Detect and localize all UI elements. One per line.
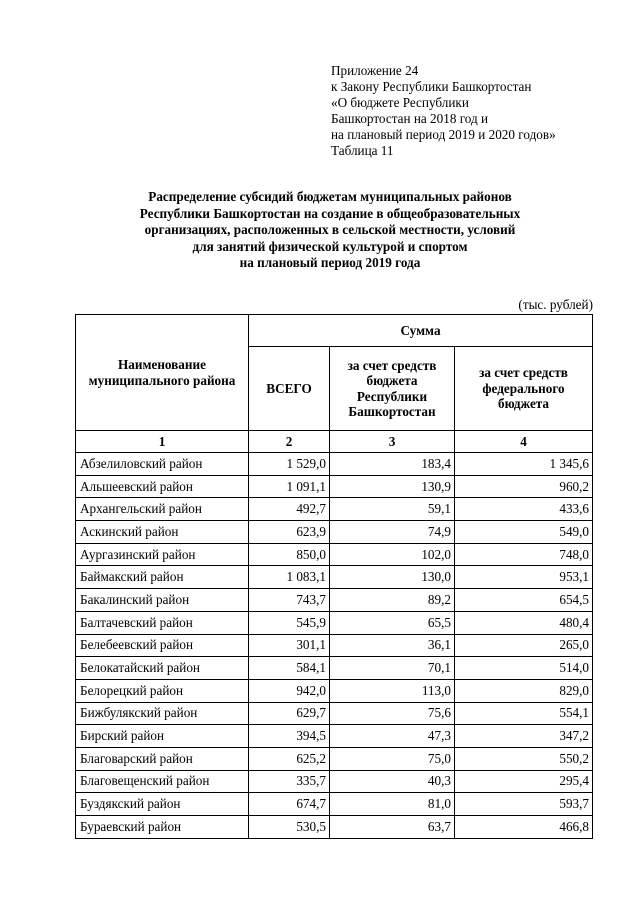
- regional-budget-cell: 65,5: [330, 611, 455, 634]
- district-name-cell: Аургазинский район: [76, 543, 249, 566]
- federal-budget-cell: 554,1: [455, 702, 593, 725]
- total-cell: 625,2: [249, 747, 330, 770]
- federal-budget-cell: 347,2: [455, 725, 593, 748]
- column-number: 4: [455, 431, 593, 453]
- federal-budget-cell: 593,7: [455, 793, 593, 816]
- appendix-block: [331, 63, 556, 159]
- table-row: [76, 543, 593, 566]
- header-sum: Сумма: [249, 315, 593, 347]
- table-row: [76, 453, 593, 476]
- total-cell: 335,7: [249, 770, 330, 793]
- table-row: [76, 657, 593, 680]
- regional-budget-cell: 183,4: [330, 453, 455, 476]
- total-cell: 584,1: [249, 657, 330, 680]
- total-cell: 743,7: [249, 589, 330, 612]
- table-row: [76, 725, 593, 748]
- total-cell: 1 529,0: [249, 453, 330, 476]
- table-row: [76, 498, 593, 521]
- regional-budget-cell: 130,9: [330, 475, 455, 498]
- regional-budget-cell: 59,1: [330, 498, 455, 521]
- table-row: [76, 793, 593, 816]
- district-name-cell: Бураевский район: [76, 816, 249, 839]
- regional-budget-cell: 47,3: [330, 725, 455, 748]
- district-name-cell: Белокатайский район: [76, 657, 249, 680]
- regional-budget-cell: 40,3: [330, 770, 455, 793]
- header-federal-budget: за счет средств федерального бюджета: [455, 347, 593, 431]
- regional-budget-cell: 36,1: [330, 634, 455, 657]
- total-cell: 1 083,1: [249, 566, 330, 589]
- regional-budget-cell: 113,0: [330, 679, 455, 702]
- table-row: [76, 566, 593, 589]
- table-body: [76, 453, 593, 839]
- table-row: [76, 589, 593, 612]
- appendix-line: «О бюджете Республики: [331, 95, 469, 110]
- district-name-cell: Белебеевский район: [76, 634, 249, 657]
- total-cell: 629,7: [249, 702, 330, 725]
- title-line: Республики Башкортостан на создание в общеобразовательных: [139, 205, 521, 221]
- district-name-cell: Бакалинский район: [76, 589, 249, 612]
- regional-budget-cell: 102,0: [330, 543, 455, 566]
- column-number: 1: [76, 431, 249, 453]
- units-label: (тыс. рублей): [518, 297, 593, 312]
- district-name-cell: Альшеевский район: [76, 475, 249, 498]
- table-row: [76, 611, 593, 634]
- regional-budget-cell: 75,0: [330, 747, 455, 770]
- table-row: [76, 475, 593, 498]
- table-row: [76, 816, 593, 839]
- federal-budget-cell: 265,0: [455, 634, 593, 657]
- district-name-cell: Балтачевский район: [76, 611, 249, 634]
- column-number: 2: [249, 431, 330, 453]
- header-district-name: Наименование муниципального района: [76, 315, 249, 431]
- total-cell: 545,9: [249, 611, 330, 634]
- federal-budget-cell: 514,0: [455, 657, 593, 680]
- federal-budget-cell: 654,5: [455, 589, 593, 612]
- title-line: на плановый период 2019 года: [239, 255, 421, 270]
- federal-budget-cell: 295,4: [455, 770, 593, 793]
- table-row: [76, 521, 593, 544]
- regional-budget-cell: 70,1: [330, 657, 455, 680]
- district-name-cell: Буздякский район: [76, 793, 249, 816]
- total-cell: 674,7: [249, 793, 330, 816]
- total-cell: 530,5: [249, 816, 330, 839]
- total-cell: 623,9: [249, 521, 330, 544]
- district-name-cell: Баймакский район: [76, 566, 249, 589]
- total-cell: 850,0: [249, 543, 330, 566]
- district-name-cell: Бижбулякский район: [76, 702, 249, 725]
- federal-budget-cell: 550,2: [455, 747, 593, 770]
- district-name-cell: Белорецкий район: [76, 679, 249, 702]
- regional-budget-cell: 75,6: [330, 702, 455, 725]
- appendix-line: Башкортостан на 2018 год и: [331, 111, 489, 126]
- federal-budget-cell: 480,4: [455, 611, 593, 634]
- federal-budget-cell: 433,6: [455, 498, 593, 521]
- federal-budget-cell: 748,0: [455, 543, 593, 566]
- table-row: [76, 679, 593, 702]
- table-row: [76, 702, 593, 725]
- federal-budget-cell: 466,8: [455, 816, 593, 839]
- regional-budget-cell: 63,7: [330, 816, 455, 839]
- district-name-cell: Благовещенский район: [76, 770, 249, 793]
- federal-budget-cell: 549,0: [455, 521, 593, 544]
- regional-budget-cell: 130,0: [330, 566, 455, 589]
- total-cell: 942,0: [249, 679, 330, 702]
- total-cell: 394,5: [249, 725, 330, 748]
- header-total: ВСЕГО: [249, 347, 330, 431]
- total-cell: 301,1: [249, 634, 330, 657]
- appendix-line: Приложение 24: [331, 63, 419, 78]
- document-title: [60, 189, 600, 272]
- title-line: организациях, расположенных в сельской местности, условий: [144, 222, 516, 237]
- regional-budget-cell: 81,0: [330, 793, 455, 816]
- district-name-cell: Абзелиловский район: [76, 453, 249, 476]
- table-row: [76, 747, 593, 770]
- title-line: Распределение субсидий бюджетам муниципальных районов: [148, 189, 512, 204]
- title-line: для занятий физической культурой и спортом: [192, 238, 468, 254]
- federal-budget-cell: 953,1: [455, 566, 593, 589]
- federal-budget-cell: 960,2: [455, 475, 593, 498]
- district-name-cell: Бирский район: [76, 725, 249, 748]
- regional-budget-cell: 74,9: [330, 521, 455, 544]
- total-cell: 492,7: [249, 498, 330, 521]
- district-name-cell: Благоварский район: [76, 747, 249, 770]
- district-name-cell: Архангельский район: [76, 498, 249, 521]
- district-name-cell: Аскинский район: [76, 521, 249, 544]
- header-regional-budget: за счет средств бюджета Республики Башкортостан: [330, 347, 455, 431]
- table-row: [76, 770, 593, 793]
- federal-budget-cell: 1 345,6: [455, 453, 593, 476]
- total-cell: 1 091,1: [249, 475, 330, 498]
- table-row: [76, 634, 593, 657]
- column-number: 3: [330, 431, 455, 453]
- appendix-line: на плановый период 2019 и 2020 годов»: [331, 127, 556, 142]
- subsidy-table: [75, 314, 593, 839]
- appendix-line: Таблица 11: [331, 143, 394, 158]
- federal-budget-cell: 829,0: [455, 679, 593, 702]
- appendix-line: к Закону Республики Башкортостан: [331, 79, 532, 94]
- regional-budget-cell: 89,2: [330, 589, 455, 612]
